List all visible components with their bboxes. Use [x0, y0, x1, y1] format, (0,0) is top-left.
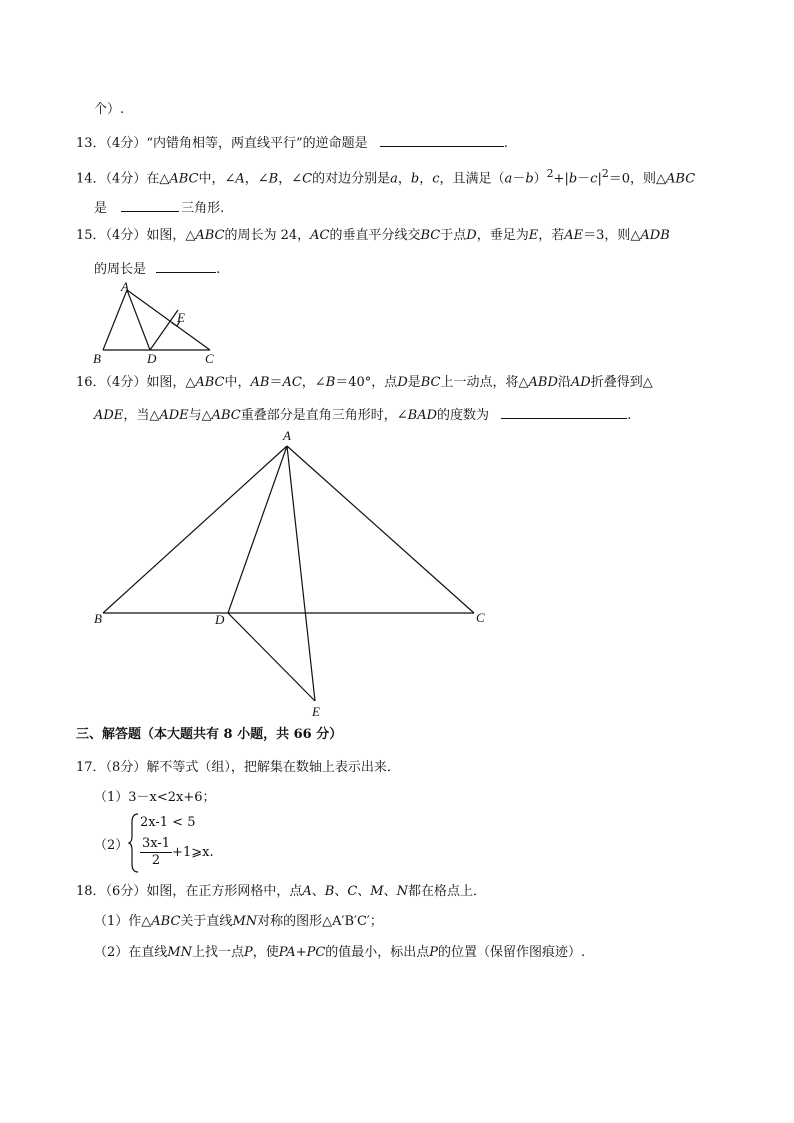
text: 都在格点上． [408, 884, 487, 899]
side-ac [127, 290, 210, 350]
var: ABC [169, 171, 199, 187]
answer-blank[interactable] [501, 405, 627, 419]
text: ） [533, 171, 547, 187]
text: ，且满足（ [439, 171, 505, 187]
text: 的周长为 24， [224, 228, 311, 243]
var: B [324, 884, 335, 899]
var: AC [310, 228, 330, 243]
question-score: （4分） [105, 228, 147, 243]
var: AB [250, 375, 270, 390]
answer-blank[interactable] [380, 133, 504, 147]
text: 中， [224, 375, 251, 390]
var: AC [282, 375, 302, 390]
var: ABC [666, 171, 696, 187]
question-16-line2 [94, 405, 631, 425]
text: 中，∠ [198, 171, 236, 187]
var: ADB [640, 228, 670, 243]
text: 与△ [188, 408, 212, 423]
text: ，若 [538, 228, 565, 243]
period: . [627, 408, 632, 423]
text: 的值最小，标出点 [325, 945, 430, 960]
var: c [432, 171, 440, 187]
text: | [597, 171, 602, 187]
question-number: 14． [76, 171, 106, 187]
question-score: （6分） [105, 884, 147, 899]
text: 是 [94, 201, 108, 216]
var: AD [570, 375, 591, 390]
label-e: E [312, 704, 320, 719]
var: D [397, 375, 408, 390]
text: 关于直线 [180, 914, 233, 929]
text: ，∠ [301, 375, 326, 390]
exponent: 2 [601, 167, 609, 180]
inequality-2 [140, 836, 214, 869]
text: ，使 [252, 945, 279, 960]
q15-figure [86, 280, 226, 366]
text: － [512, 171, 526, 187]
q17-part1: （1）3－x<2x+6； [94, 790, 216, 805]
var: b [568, 171, 578, 187]
label-a: A [283, 428, 291, 443]
text: ＝40°，点 [335, 375, 398, 390]
label-e: E [177, 310, 185, 325]
side-ac [287, 446, 474, 613]
text: ， [419, 171, 433, 187]
label-a: A [121, 280, 129, 294]
var: AE [564, 228, 584, 243]
text: +| [553, 171, 569, 187]
var: C [302, 171, 313, 187]
var: c [590, 171, 598, 187]
question-number: 13． [76, 136, 106, 151]
text: 上一动点，将△ [440, 375, 529, 390]
label-c: C [476, 610, 485, 625]
var: B [325, 375, 336, 390]
text: 的对边分别是 [312, 171, 391, 187]
var: D [466, 228, 477, 243]
inequality-1: 2x-1 < 5 [140, 815, 196, 830]
var: a [390, 171, 398, 187]
var: P [429, 945, 439, 960]
q18-part2 [94, 944, 585, 962]
text: ＝ [269, 375, 283, 390]
text: 沿 [557, 375, 571, 390]
var: A [302, 884, 312, 899]
section-heading: 三、解答题（本大题共有 8 小题，共 66 分） [76, 727, 343, 742]
text: 如图，在正方形网格中，点 [146, 884, 303, 899]
question-number: 17． [76, 760, 106, 775]
question-score: （4分） [105, 375, 147, 390]
var: P [243, 945, 253, 960]
left-brace-icon [128, 812, 140, 874]
text: ，当△ [123, 408, 160, 423]
segment-ae [287, 446, 315, 701]
var: BC [420, 375, 441, 390]
question-score: （8分） [105, 760, 147, 775]
label-d: D [147, 351, 157, 366]
question-number: 15． [76, 228, 106, 243]
denominator: 2 [151, 853, 161, 868]
text: 三角形. [181, 201, 225, 216]
fraction [140, 836, 172, 869]
continuation-text: 个）. [94, 102, 125, 117]
text: 的位置（保留作图痕迹）. [438, 945, 586, 960]
text: ，垂足为 [476, 228, 529, 243]
var: E [528, 228, 539, 243]
text: 如图，△ [146, 228, 196, 243]
question-15 [76, 227, 670, 245]
text: 折叠得到△ [590, 375, 653, 390]
text: 在△ [146, 171, 170, 187]
question-16 [76, 374, 653, 392]
text: 于点 [440, 228, 467, 243]
var: ADE [94, 408, 124, 423]
var: ABC [151, 914, 181, 929]
text: 是 [407, 375, 421, 390]
text: （1）作△ [94, 914, 152, 929]
question-14-line2 [94, 198, 224, 218]
var: PA+PC [278, 945, 326, 960]
var: ABD [528, 375, 558, 390]
period: . [503, 136, 508, 151]
text: （2）在直线 [94, 945, 168, 960]
question-score: （4分） [105, 171, 147, 187]
var: ABC [195, 228, 225, 243]
segment-ad [228, 446, 287, 613]
var: b [525, 171, 534, 187]
period: . [209, 845, 214, 860]
exponent: 2 [546, 167, 554, 180]
numerator: 3x-1 [142, 836, 171, 851]
var: a [504, 171, 513, 187]
var: ABC [195, 375, 225, 390]
text: ，∠ [244, 171, 269, 187]
question-number: 16． [76, 375, 106, 390]
var: C [347, 884, 358, 899]
text: ＝3，则△ [583, 228, 641, 243]
segment-de [228, 613, 315, 701]
text: 、 [334, 884, 348, 899]
question-text: “内错角相等，两直线平行”的逆命题是 [146, 136, 368, 151]
side-ab [103, 290, 127, 350]
var: BC [420, 228, 441, 243]
text: 、 [383, 884, 397, 899]
question-18 [76, 883, 486, 901]
question-14 [76, 165, 695, 188]
question-17 [76, 759, 400, 777]
question-score: （4分） [105, 136, 147, 151]
text: ＝0，则△ [608, 171, 667, 187]
text: ， [397, 171, 411, 187]
text: 、 [357, 884, 371, 899]
period: . [216, 262, 221, 277]
question-number: 18． [76, 884, 106, 899]
text: 的周长是 [94, 262, 147, 277]
var: BAD [407, 408, 438, 423]
text: +1⩾x [172, 845, 210, 860]
var: ABC [211, 408, 241, 423]
text: － [577, 171, 591, 187]
label-c: C [205, 351, 214, 366]
question-13 [76, 133, 508, 153]
text: 重叠部分是直角三角形时，∠ [240, 408, 408, 423]
question-text: 解不等式（组），把解集在数轴上表示出来． [146, 760, 400, 775]
var: MN [232, 914, 258, 929]
var: A [235, 171, 245, 187]
label-b: B [94, 611, 102, 626]
var: b [410, 171, 420, 187]
side-ab [103, 446, 287, 613]
text: 、 [311, 884, 325, 899]
answer-blank[interactable] [156, 259, 216, 273]
text: 上找一点 [191, 945, 244, 960]
part-label: （2） [94, 838, 129, 853]
text: 如图，△ [146, 375, 196, 390]
question-15-line2 [94, 259, 220, 279]
answer-blank[interactable] [121, 198, 179, 212]
q18-part1 [94, 913, 383, 931]
text: ，∠ [278, 171, 303, 187]
text: 的度数为 [437, 408, 490, 423]
q16-figure [86, 424, 496, 720]
var: B [268, 171, 279, 187]
var: ADE [159, 408, 189, 423]
label-b: B [93, 351, 101, 366]
text: 对称的图形△A′B′C′； [257, 914, 383, 929]
perpendicular-bisector [150, 310, 178, 350]
var: N [396, 884, 408, 899]
text: 的垂直平分线交 [329, 228, 421, 243]
var: M [370, 884, 384, 899]
q17-part2 [94, 812, 294, 876]
label-d: D [215, 612, 225, 627]
var: MN [167, 945, 192, 960]
